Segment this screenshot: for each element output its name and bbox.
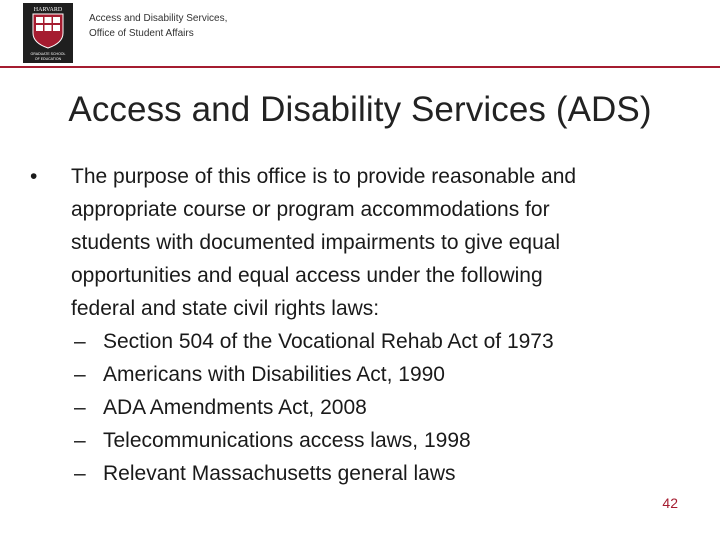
sub-item-text: Telecommunications access laws, 1998 — [103, 429, 471, 452]
bullet-line: The purpose of this office is to provide reasonable and — [71, 165, 577, 188]
header-org-line-2: Office of Student Affairs — [89, 28, 194, 39]
sub-item-text: Relevant Massachusetts general laws — [103, 462, 456, 485]
slide-header — [0, 0, 720, 66]
logo-subtitle-1: GRADUATE SCHOOL — [30, 52, 66, 56]
sub-item-text: Americans with Disabilities Act, 1990 — [103, 363, 445, 386]
dash-marker: – — [74, 429, 86, 452]
bullet-marker: • — [30, 165, 38, 188]
header-org-text — [89, 11, 227, 41]
dash-marker: – — [74, 330, 86, 353]
sub-item — [30, 424, 680, 457]
sub-item — [30, 358, 680, 391]
bullet-line: students with documented impairments to give equal — [71, 231, 561, 254]
sub-item — [30, 325, 680, 358]
header-divider — [0, 66, 720, 68]
bullet-item — [30, 160, 680, 325]
sub-item-text: ADA Amendments Act, 2008 — [103, 396, 367, 419]
harvard-gse-logo — [23, 3, 73, 63]
slide-body — [30, 160, 680, 490]
bullet-line: federal and state civil rights laws: — [71, 297, 380, 320]
logo-subtitle-2: OF EDUCATION — [34, 57, 62, 61]
page-number: 42 — [662, 495, 678, 511]
dash-marker: – — [74, 396, 86, 419]
logo-wordmark: HARVARD — [33, 7, 63, 13]
sub-item — [30, 391, 680, 424]
bullet-line: appropriate course or program accommodations for — [71, 198, 550, 221]
header-org-line-1: Access and Disability Services, — [89, 13, 228, 24]
slide-title: Access and Disability Services (ADS) — [68, 90, 652, 129]
sub-item — [30, 457, 680, 490]
dash-marker: – — [74, 462, 86, 485]
sub-item-text: Section 504 of the Vocational Rehab Act of 1973 — [103, 330, 554, 353]
bullet-line: opportunities and equal access under the following — [71, 264, 543, 287]
dash-marker: – — [74, 363, 86, 386]
